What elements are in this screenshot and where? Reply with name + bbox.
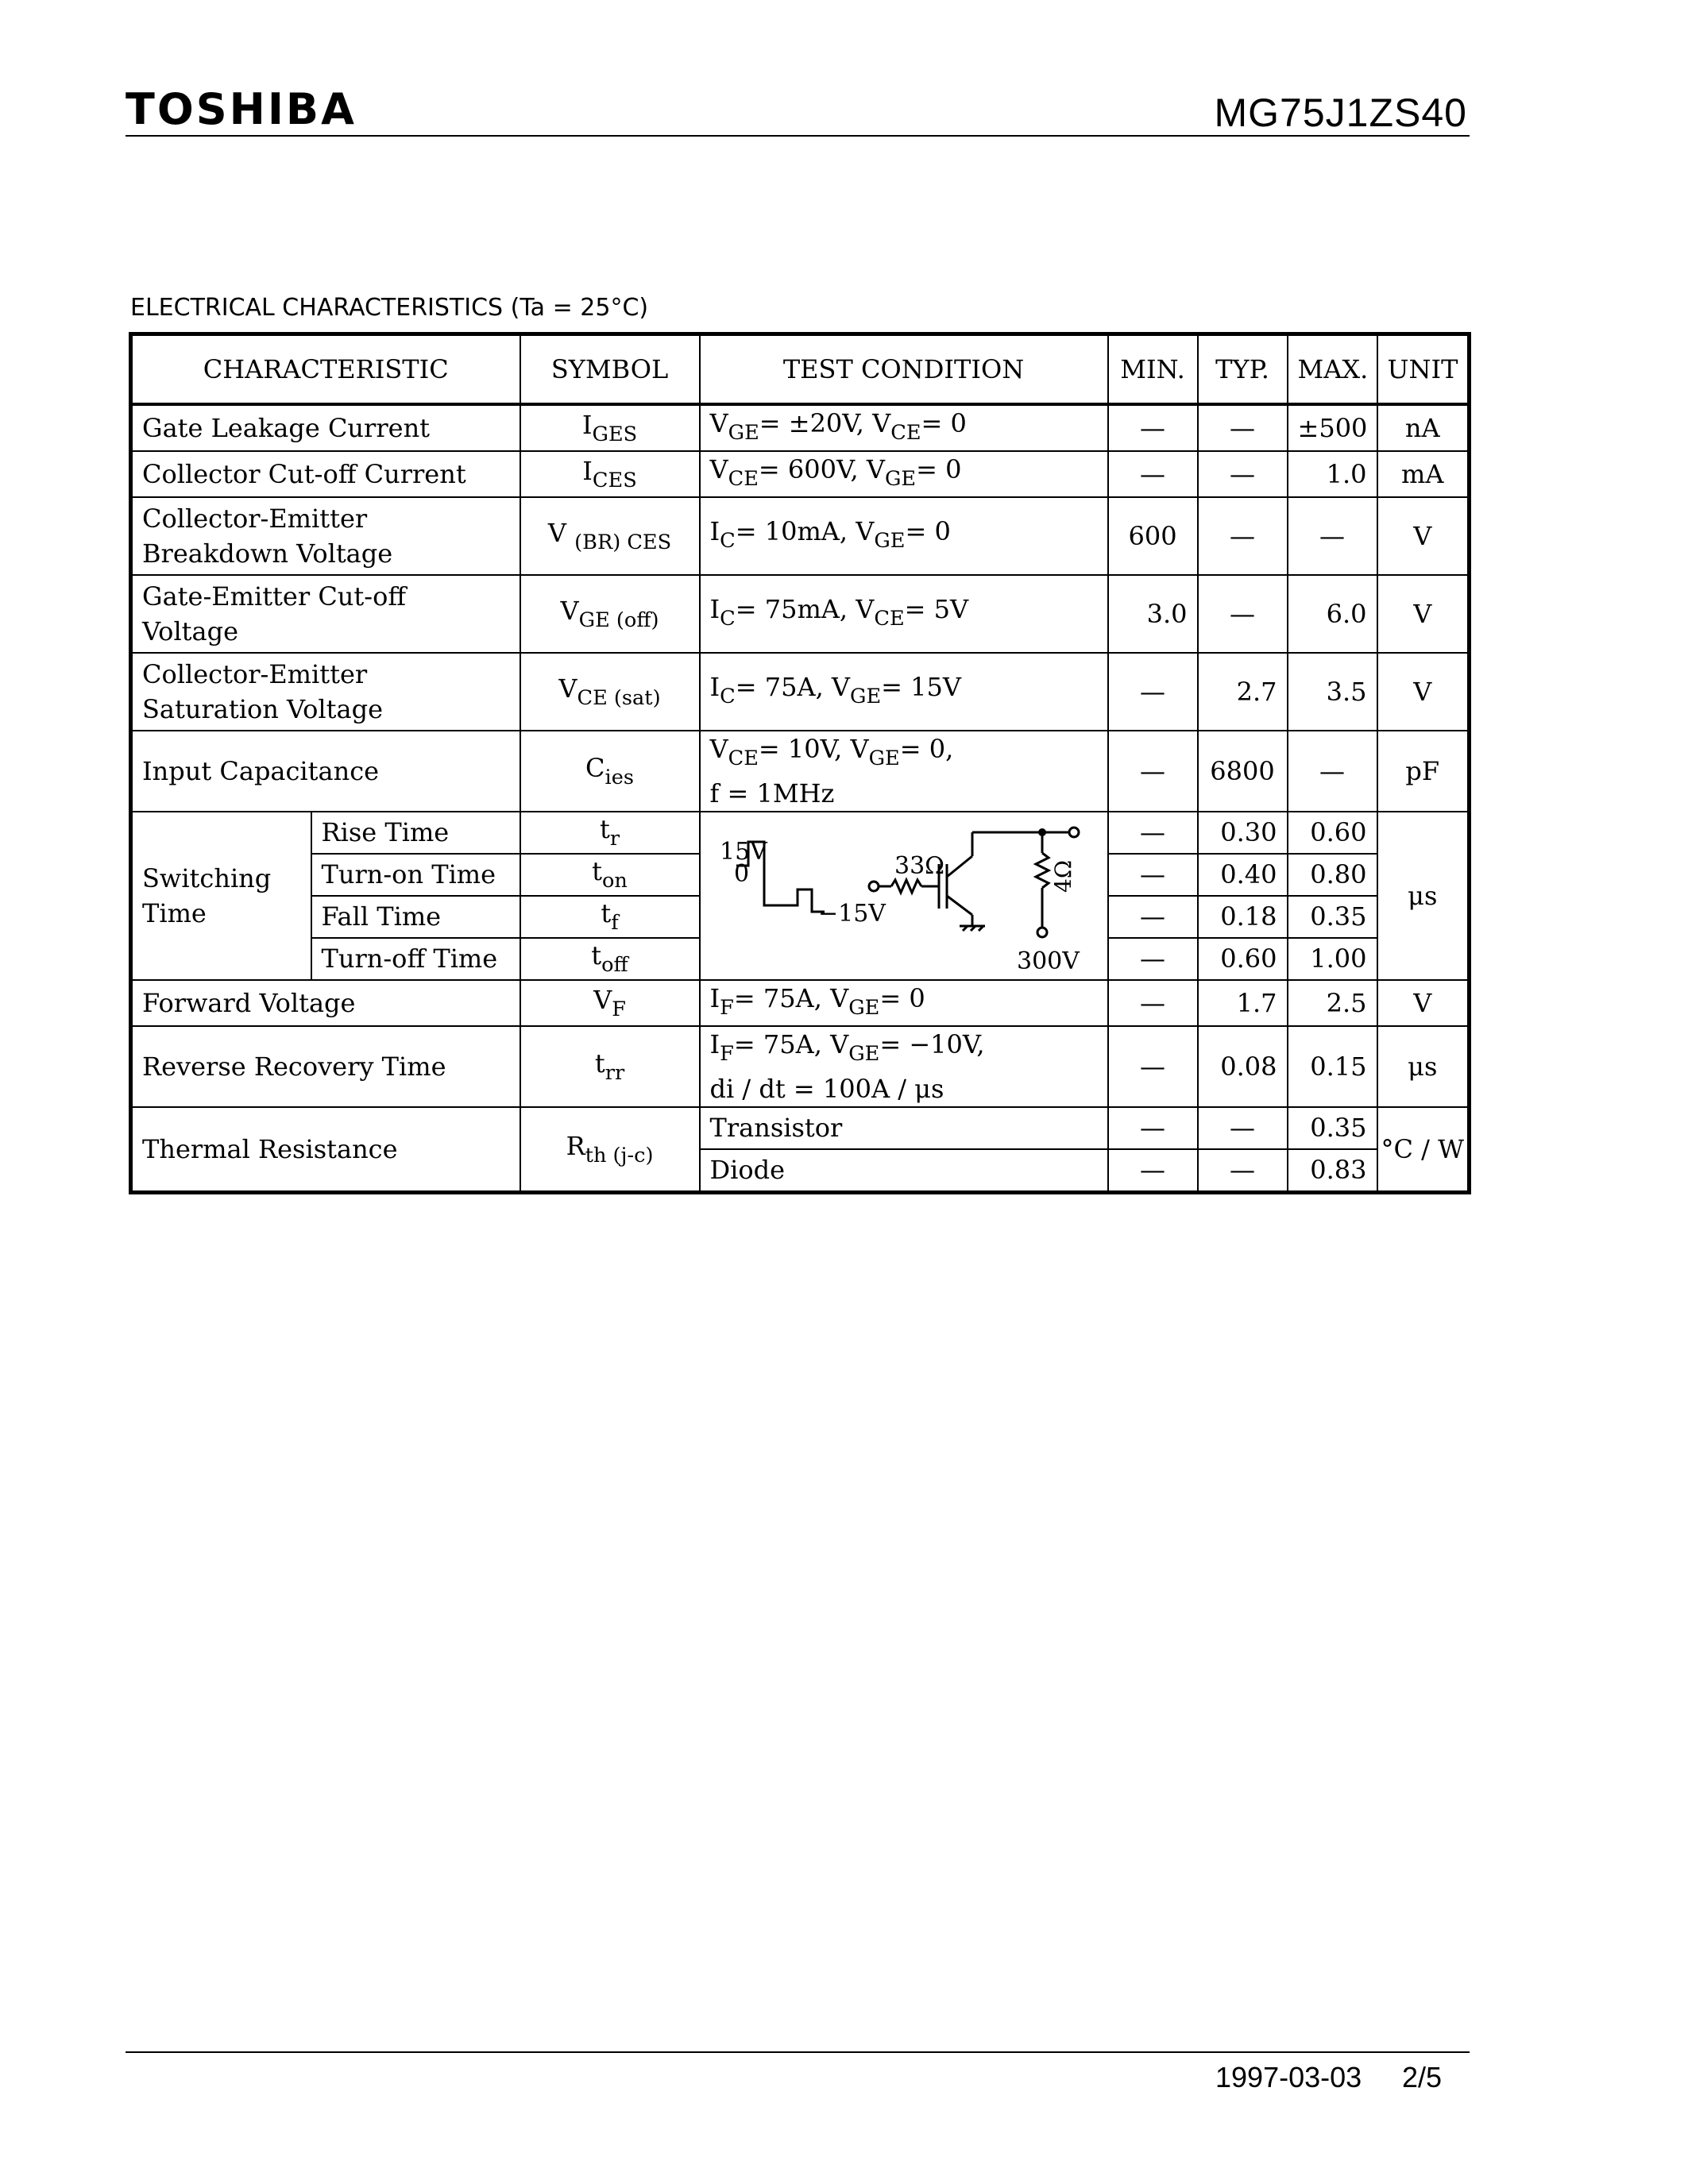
characteristic-cell: Fall Time	[311, 896, 520, 938]
unit-cell: mA	[1377, 451, 1470, 497]
page-number: 2/5	[1402, 2061, 1443, 2093]
characteristic-cell: Turn-on Time	[311, 854, 520, 896]
test-condition-cell: $I_C= 10mA$, $V_{GE}= 0$	[700, 497, 1108, 575]
max-cell: 6.0	[1288, 575, 1377, 653]
min-cell: —	[1108, 812, 1198, 854]
characteristic-cell: Reverse Recovery Time	[131, 1026, 520, 1107]
characteristic-cell: Forward Voltage	[131, 980, 520, 1026]
max-cell: 0.80	[1288, 854, 1377, 896]
characteristic-cell: Turn-off Time	[311, 938, 520, 980]
min-cell: —	[1108, 451, 1198, 497]
symbol-cell: $I_{GES}$	[520, 404, 700, 451]
test-condition-cell: Diode	[700, 1149, 1108, 1193]
typ-cell: 0.30	[1198, 812, 1288, 854]
table-row	[131, 653, 1470, 731]
characteristic-cell: Gate-Emitter Cut-off Voltage	[131, 575, 520, 653]
max-cell: ±500	[1288, 404, 1377, 451]
unit-cell: V	[1377, 980, 1470, 1026]
test-condition-cell: $V_{CE}= 600V$, $V_{GE}= 0$	[700, 451, 1108, 497]
typ-cell: —	[1198, 575, 1288, 653]
unit-cell: V	[1377, 497, 1470, 575]
table-row	[131, 812, 1470, 854]
typ-cell: —	[1198, 404, 1288, 451]
table-row	[131, 980, 1470, 1026]
brand-logo: TOSHIBA	[126, 84, 357, 134]
load-resistor	[1036, 853, 1049, 888]
unit-cell: nA	[1377, 404, 1470, 451]
symbol-cell: $V_F$	[520, 980, 700, 1026]
footer-date: 1997-03-03	[1215, 2061, 1362, 2093]
test-condition-cell: $I_C= 75A$, $V_{GE}= 15V$	[700, 653, 1108, 731]
test-condition-cell: $V_{CE}= 10V$, $V_{GE}= 0$, f = 1MHz	[700, 731, 1108, 812]
characteristic-cell: Input Capacitance	[131, 731, 520, 812]
typ-cell: 0.18	[1198, 896, 1288, 938]
gate-resistor-label: 33Ω	[894, 851, 944, 880]
min-cell: —	[1108, 1026, 1198, 1107]
unit-cell: °C / W	[1377, 1107, 1470, 1193]
typ-cell: 0.40	[1198, 854, 1288, 896]
pulse-low-label: −15V	[817, 899, 886, 928]
pulse-high-label: 15V	[719, 837, 767, 866]
header-test-condition: TEST CONDITION	[700, 334, 1108, 405]
max-cell: 0.83	[1288, 1149, 1377, 1193]
pulse-zero-label: 0	[733, 859, 749, 888]
characteristic-cell: Thermal Resistance	[131, 1107, 520, 1193]
symbol-cell: $C_{ies}$	[520, 731, 700, 812]
header-unit: UNIT	[1377, 334, 1470, 405]
header-divider	[126, 135, 1470, 137]
min-cell: —	[1108, 896, 1198, 938]
max-cell: 0.60	[1288, 812, 1377, 854]
max-cell: 3.5	[1288, 653, 1377, 731]
test-circuit-diagram	[701, 815, 1108, 977]
supply-terminal	[1037, 928, 1047, 937]
header-min: MIN.	[1108, 334, 1198, 405]
min-cell: —	[1108, 653, 1198, 731]
header-typ: TYP.	[1198, 334, 1288, 405]
symbol-cell: $t_{on}$	[520, 854, 700, 896]
table-row	[131, 404, 1470, 451]
header-symbol: SYMBOL	[520, 334, 700, 405]
unit-cell: pF	[1377, 731, 1470, 812]
symbol-cell: $t_f$	[520, 896, 700, 938]
symbol-cell: $I_{CES}$	[520, 451, 700, 497]
max-cell: —	[1288, 497, 1377, 575]
typ-cell: —	[1198, 451, 1288, 497]
gate-terminal	[869, 882, 879, 891]
switching-test-circuit	[700, 812, 1108, 980]
typ-cell: 0.08	[1198, 1026, 1288, 1107]
supply-voltage-label: 300V	[1016, 947, 1080, 975]
min-cell: —	[1108, 1107, 1198, 1149]
max-cell: 2.5	[1288, 980, 1377, 1026]
footer-divider	[126, 2051, 1470, 2053]
unit-cell: V	[1377, 653, 1470, 731]
typ-cell: 1.7	[1198, 980, 1288, 1026]
typ-cell: —	[1198, 497, 1288, 575]
symbol-cell: $t_{off}$	[520, 938, 700, 980]
part-number: MG75J1ZS40	[1214, 91, 1467, 135]
load-resistor-label: 4Ω	[1049, 859, 1076, 893]
characteristic-cell: Collector Cut-off Current	[131, 451, 520, 497]
gate-resistor	[891, 880, 921, 893]
table-row	[131, 1107, 1470, 1149]
max-cell: 0.15	[1288, 1026, 1377, 1107]
symbol-cell: $V_{CE (sat)}$	[520, 653, 700, 731]
table-row	[131, 1026, 1470, 1107]
symbol-cell: $R_{th (j-c)}$	[520, 1107, 700, 1193]
max-cell: 0.35	[1288, 1107, 1377, 1149]
max-cell: —	[1288, 731, 1377, 812]
electrical-characteristics-table	[129, 332, 1471, 1194]
test-condition-cell: Transistor	[700, 1107, 1108, 1149]
table-header-row	[131, 334, 1470, 405]
typ-cell: —	[1198, 1107, 1288, 1149]
typ-cell: 2.7	[1198, 653, 1288, 731]
characteristic-cell: Gate Leakage Current	[131, 404, 520, 451]
max-cell: 1.00	[1288, 938, 1377, 980]
min-cell: —	[1108, 1149, 1198, 1193]
min-cell: 3.0	[1108, 575, 1198, 653]
min-cell: —	[1108, 404, 1198, 451]
unit-cell: μs	[1377, 1026, 1470, 1107]
switching-time-group-cell: Switching Time	[131, 812, 311, 980]
unit-cell: μs	[1377, 812, 1470, 980]
output-terminal	[1069, 828, 1079, 837]
test-condition-cell: $I_F= 75A$, $V_{GE}= -10V$, di / dt = 100A / μs	[700, 1026, 1108, 1107]
unit-cell: V	[1377, 575, 1470, 653]
table-row	[131, 497, 1470, 575]
characteristic-cell: Collector-Emitter Saturation Voltage	[131, 653, 520, 731]
table-row	[131, 731, 1470, 812]
symbol-cell: $V_{GE (off)}$	[520, 575, 700, 653]
typ-cell: 0.60	[1198, 938, 1288, 980]
header-characteristic: CHARACTERISTIC	[131, 334, 520, 405]
characteristic-cell: Rise Time	[311, 812, 520, 854]
test-condition-cell: $I_C= 75mA$, $V_{CE}= 5V$	[700, 575, 1108, 653]
typ-cell: 6800	[1198, 731, 1288, 812]
min-cell: 600	[1108, 497, 1198, 575]
min-cell: —	[1108, 938, 1198, 980]
min-cell: —	[1108, 980, 1198, 1026]
test-condition-cell: $I_F= 75A$, $V_{GE}= 0$	[700, 980, 1108, 1026]
min-cell: —	[1108, 731, 1198, 812]
min-cell: —	[1108, 854, 1198, 896]
section-title: ELECTRICAL CHARACTERISTICS (Ta = 25°C)	[130, 294, 649, 322]
table-row	[131, 575, 1470, 653]
symbol-cell: $t_{rr}$	[520, 1026, 700, 1107]
test-condition-cell: $V_{GE}= \pm 20V$, $V_{CE}= 0$	[700, 404, 1108, 451]
max-cell: 1.0	[1288, 451, 1377, 497]
table-row	[131, 451, 1470, 497]
characteristic-cell: Collector-Emitter Breakdown Voltage	[131, 497, 520, 575]
header-max: MAX.	[1288, 334, 1377, 405]
max-cell: 0.35	[1288, 896, 1377, 938]
typ-cell: —	[1198, 1149, 1288, 1193]
symbol-cell: V $_{(BR) CES}$	[520, 497, 700, 575]
symbol-cell: $t_r$	[520, 812, 700, 854]
